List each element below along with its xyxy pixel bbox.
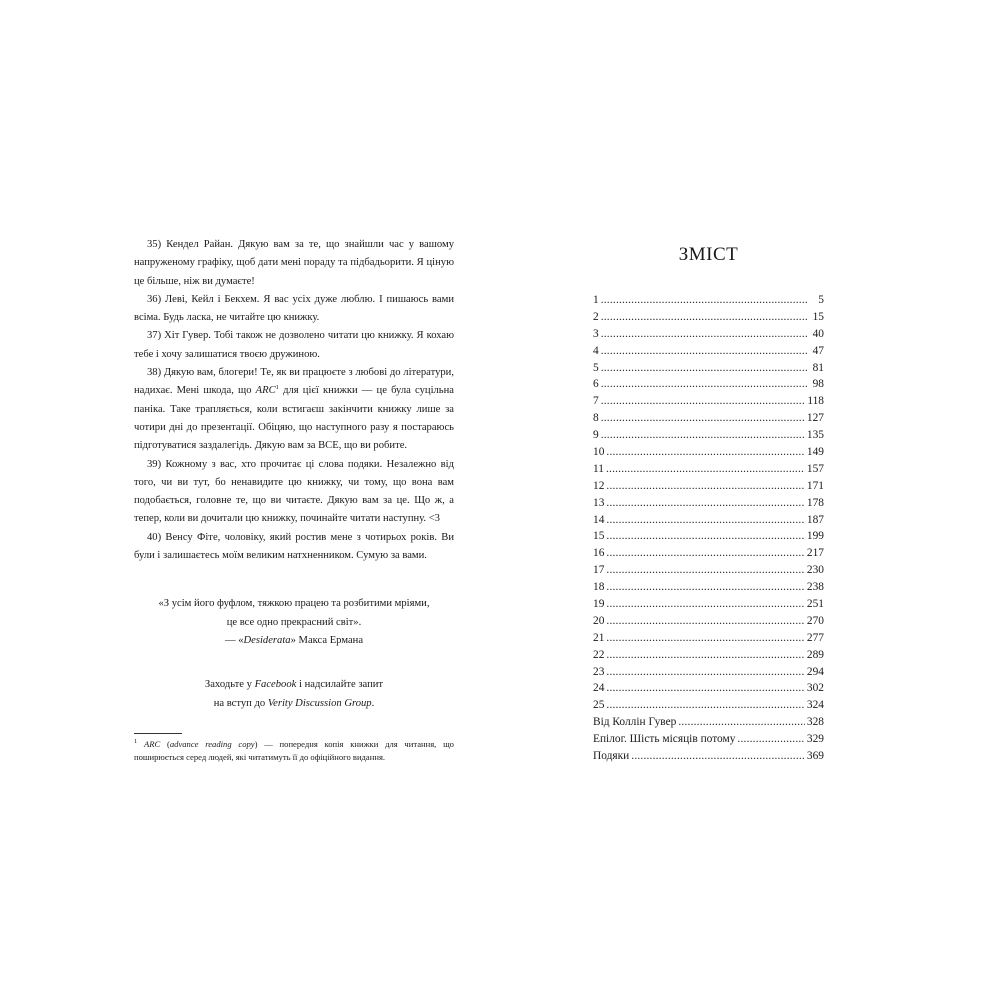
toc-entry-page: 149 xyxy=(806,446,824,459)
ack-38-text-end: для цієї книжки — це була суцільна паніка. Таке трапляється, коли встигаєш закінчити книжку лише за чотири дні до презентації. Обіцяю, що наступного разу я постараюсь підготуватися заздалегідь. Дякую вам за ВСЕ, що ви робите. xyxy=(134,385,454,452)
toc-entry-label: 7 xyxy=(593,395,599,408)
toc-entry[interactable] xyxy=(593,528,824,545)
left-page xyxy=(134,236,454,713)
toc-entry-label: Подяки xyxy=(593,750,630,763)
toc-entry-label: 18 xyxy=(593,581,605,594)
toc-entry-label: 25 xyxy=(593,699,605,712)
toc-entry-page: 40 xyxy=(812,327,824,340)
acknowledgment-40: 40) Венсу Фіте, чоловіку, який ростив мене з чотирьох років. Ви були і залишаєтесь моїм великим натхненником. Сумую за вами. xyxy=(134,531,454,562)
toc-entry-label: 12 xyxy=(593,479,605,492)
footnote-divider xyxy=(134,733,182,734)
toc-entry-page: 47 xyxy=(812,344,824,357)
toc-entry[interactable] xyxy=(593,714,824,731)
invite-line-1 xyxy=(134,676,454,694)
toc-entry-page: 178 xyxy=(806,496,824,509)
toc-leader-dots xyxy=(737,731,804,748)
footnote xyxy=(134,738,454,763)
toc-entry-label: 14 xyxy=(593,513,605,526)
toc-entry[interactable] xyxy=(593,360,824,377)
toc-entry-label: 23 xyxy=(593,665,605,678)
toc-entry[interactable] xyxy=(593,478,824,495)
toc-entry[interactable] xyxy=(593,647,824,664)
toc-entry[interactable] xyxy=(593,427,824,444)
toc-entry-page: 238 xyxy=(806,581,824,594)
right-page xyxy=(593,244,824,765)
toc-entry-label: 8 xyxy=(593,412,599,425)
toc-entry[interactable] xyxy=(593,461,824,478)
toc-leader-dots xyxy=(606,613,805,630)
toc-leader-dots xyxy=(606,444,805,461)
toc-entry-page: 15 xyxy=(812,310,824,323)
acknowledgment-36: 36) Леві, Кейл і Бекхем. Я вас усіх дуже люблю. І пишаюсь вами всіма. Будь ласка, не читайте цю книжку. xyxy=(134,293,454,324)
toc-entry-label: 15 xyxy=(593,530,605,543)
toc-leader-dots xyxy=(678,714,805,731)
footnote-marker[interactable]: 1 xyxy=(275,384,279,392)
toc-leader-dots xyxy=(601,326,808,343)
footnote-expansion: advance reading copy xyxy=(169,739,255,749)
toc-leader-dots xyxy=(601,410,805,427)
toc-leader-dots xyxy=(606,461,805,478)
toc-entry-label: 20 xyxy=(593,614,605,627)
toc-entry-label: 24 xyxy=(593,682,605,695)
toc-entry-page: 157 xyxy=(806,462,824,475)
toc-entry-page: 5 xyxy=(818,294,824,306)
toc-entry-label: 19 xyxy=(593,598,605,611)
acknowledgment-35: 35) Кендел Райан. Дякую вам за те, що знайшли час у вашому напруженому графіку, щоб дати мені пораду та підбадьорити. Я ціную це більше, ніж ви думаєте! xyxy=(134,239,454,287)
toc-entry-label: 16 xyxy=(593,547,605,560)
table-of-contents xyxy=(593,292,824,765)
toc-entry[interactable] xyxy=(593,613,824,630)
toc-entry[interactable] xyxy=(593,596,824,613)
acknowledgment-37: 37) Хіт Гувер. Тобі також не дозволено читати цю книжку. Я кохаю тебе і хочу залишатися твоєю дружиною. xyxy=(134,330,454,360)
toc-entry[interactable] xyxy=(593,410,824,427)
toc-entry[interactable] xyxy=(593,545,824,562)
toc-entry-label: 10 xyxy=(593,446,605,459)
invite-line-2 xyxy=(134,695,454,713)
toc-entry-page: 135 xyxy=(806,429,824,442)
toc-entry-page: 217 xyxy=(806,547,824,560)
toc-entry-label: 6 xyxy=(593,378,599,391)
acknowledgment-39: 39) Кожному з вас, хто прочитає ці слова подяки. Незалежно від того, чи ви тут, бо ненавидите цю книжку, чи тому, що вона вам подобається, головне те, що ви читаєте. Дякую вам за це. Що ж, а тепер, коли ви дочитали цю книжку, починайте читати наступну. <3 xyxy=(134,458,454,525)
toc-entry-page: 277 xyxy=(806,631,824,644)
toc-leader-dots xyxy=(606,528,805,545)
toc-leader-dots xyxy=(601,376,808,393)
toc-leader-dots xyxy=(606,630,805,647)
toc-title: ЗМІСТ xyxy=(678,244,739,265)
toc-leader-dots xyxy=(606,478,805,495)
toc-entry-label: 9 xyxy=(593,429,599,442)
toc-entry[interactable] xyxy=(593,579,824,596)
toc-entry-label: 4 xyxy=(593,344,599,357)
group-name: Verity Discussion Group xyxy=(267,697,372,709)
toc-leader-dots xyxy=(606,512,805,529)
toc-entry-page: 324 xyxy=(806,699,824,712)
toc-entry-page: 328 xyxy=(806,716,824,729)
footnote-text: ) — попередня копія книжки для читання, що поширюється серед людей, які читатимуть її до офіційного видання. xyxy=(134,739,454,762)
footnote-number: 1 xyxy=(134,738,138,745)
toc-leader-dots xyxy=(606,647,805,664)
toc-entry-label: Від Коллін Гувер xyxy=(593,716,677,729)
toc-entry-page: 171 xyxy=(806,479,824,492)
toc-leader-dots xyxy=(606,596,805,613)
toc-leader-dots xyxy=(601,292,808,309)
footnote-open-paren: ( xyxy=(160,739,170,749)
toc-entry[interactable] xyxy=(593,680,824,697)
toc-entry[interactable] xyxy=(593,326,824,343)
toc-entry-page: 230 xyxy=(806,564,824,577)
toc-leader-dots xyxy=(606,562,805,579)
toc-entry[interactable] xyxy=(593,697,824,714)
toc-entry[interactable] xyxy=(593,562,824,579)
toc-entry-page: 369 xyxy=(806,750,824,763)
toc-entry-page: 294 xyxy=(806,665,824,678)
toc-entry-label: 2 xyxy=(593,310,599,323)
toc-leader-dots xyxy=(601,393,806,410)
ack-38-text-start: 38) Дякую вам, блогери! Те, як ви працюєте з любові до літератури, надихає. Мені шкода, що xyxy=(134,367,454,397)
epigraph-source xyxy=(134,632,454,650)
toc-entry-label: 5 xyxy=(593,361,599,374)
toc-entry[interactable] xyxy=(593,512,824,529)
facebook-invite xyxy=(134,676,454,713)
toc-entry-page: 81 xyxy=(812,361,824,374)
toc-entry-label: 11 xyxy=(593,462,604,475)
epigraph-source-title: Desiderata xyxy=(243,634,291,646)
toc-entry-label: 22 xyxy=(593,648,605,661)
facebook-name: Facebook xyxy=(254,679,297,691)
toc-leader-dots xyxy=(601,343,808,360)
invite-line-1-end: і надсилайте запит xyxy=(296,679,384,691)
toc-entry-page: 199 xyxy=(806,530,824,543)
footnote-arc: ARC xyxy=(144,739,161,749)
toc-entry-label: 21 xyxy=(593,631,605,644)
toc-entry[interactable] xyxy=(593,748,824,765)
toc-entry-page: 118 xyxy=(807,395,824,408)
toc-entry-label: 3 xyxy=(593,327,599,340)
toc-entry-label: 1 xyxy=(593,294,599,306)
epigraph-line-2: це все одно прекрасний світ». xyxy=(226,616,362,628)
toc-leader-dots xyxy=(631,748,805,765)
toc-entry[interactable] xyxy=(593,731,824,748)
toc-entry[interactable] xyxy=(593,393,824,410)
invite-line-1-start: Заходьте у xyxy=(204,679,255,691)
toc-entry[interactable] xyxy=(593,444,824,461)
invite-line-2-end: . xyxy=(371,697,375,709)
toc-entry[interactable] xyxy=(593,495,824,512)
toc-entry[interactable] xyxy=(593,292,824,309)
toc-entry-page: 187 xyxy=(806,513,824,526)
invite-line-2-start: на вступ до xyxy=(213,697,268,709)
epigraph xyxy=(134,595,454,650)
toc-entry-page: 251 xyxy=(806,598,824,611)
toc-leader-dots xyxy=(606,545,805,562)
toc-leader-dots xyxy=(606,579,805,596)
ack-38-arc: ARC xyxy=(255,385,276,397)
toc-leader-dots xyxy=(606,680,805,697)
toc-leader-dots xyxy=(601,309,808,326)
epigraph-source-dash: — « xyxy=(224,634,244,646)
toc-leader-dots xyxy=(606,664,805,681)
toc-entry-page: 289 xyxy=(806,648,824,661)
toc-entry-page: 302 xyxy=(806,682,824,695)
toc-entry[interactable] xyxy=(593,343,824,360)
toc-entry-label: Епілог. Шість місяців потому xyxy=(593,733,736,746)
toc-entry-page: 127 xyxy=(806,412,824,425)
toc-leader-dots xyxy=(601,427,805,444)
toc-entry-page: 98 xyxy=(812,378,824,391)
toc-entry[interactable] xyxy=(593,309,824,326)
toc-entry-page: 270 xyxy=(806,614,824,627)
toc-entry[interactable] xyxy=(593,664,824,681)
toc-entry[interactable] xyxy=(593,376,824,393)
acknowledgment-38 xyxy=(134,364,454,455)
toc-leader-dots xyxy=(606,697,805,714)
toc-leader-dots xyxy=(606,495,805,512)
epigraph-source-author: » Макса Ермана xyxy=(290,634,364,646)
toc-leader-dots xyxy=(601,360,808,377)
epigraph-line-1: «З усім його фуфлом, тяжкою працею та розбитими мріями, xyxy=(158,598,430,610)
toc-entry[interactable] xyxy=(593,630,824,647)
toc-entry-label: 17 xyxy=(593,564,605,577)
toc-entry-label: 13 xyxy=(593,496,605,509)
toc-entry-page: 329 xyxy=(806,733,824,746)
